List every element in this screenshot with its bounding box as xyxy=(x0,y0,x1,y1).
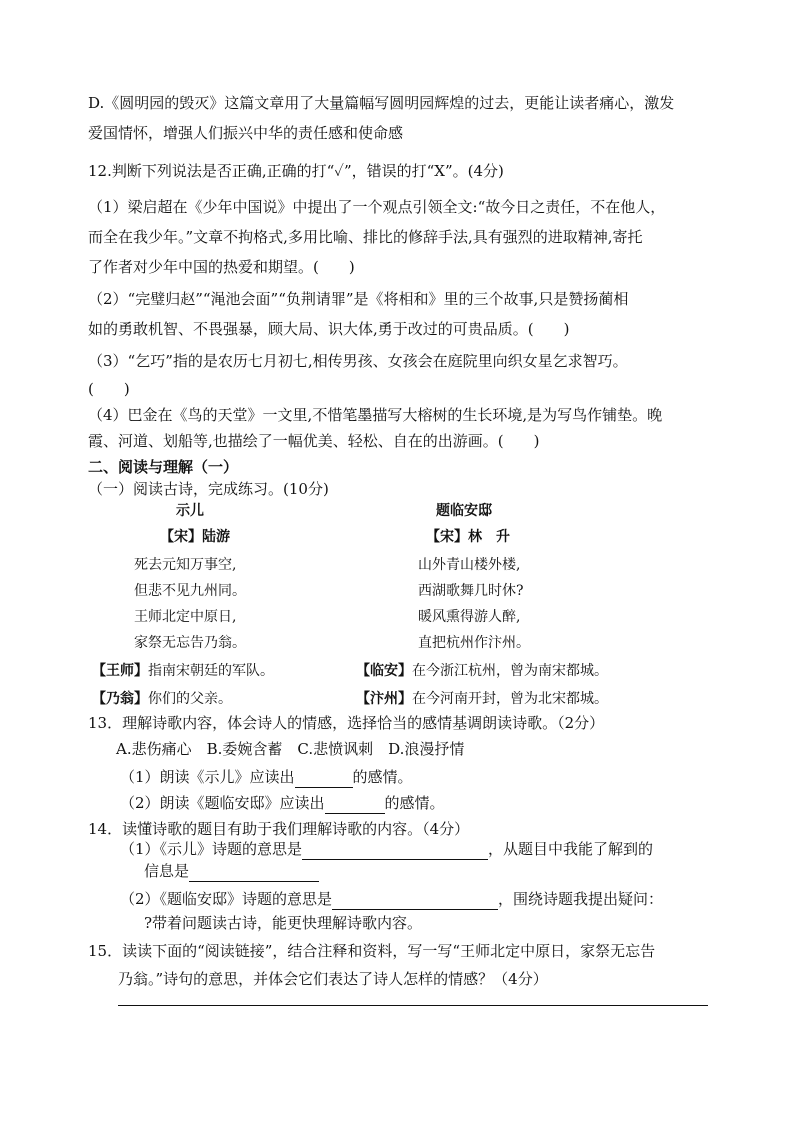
q12-item4-line2: 霞、河道、划船等,也描绘了一幅优美、轻松、自在的出游画。( ) xyxy=(88,432,540,450)
q13-sub1-answer-blank[interactable] xyxy=(295,771,353,788)
note-term: 【临安】 xyxy=(356,663,412,679)
q14-sub1-info-blank[interactable] xyxy=(189,865,319,882)
poem1-line1: 死去元知万事空, xyxy=(134,557,237,573)
q14-sub1-answer-blank[interactable] xyxy=(302,843,488,860)
q15-answer-line[interactable] xyxy=(118,1005,708,1006)
poem1-title: 示儿 xyxy=(176,503,204,519)
q12-title: 12.判断下列说法是否正确,正确的打“✓”，错误的打“X”。(4分) xyxy=(88,162,504,180)
q12-item4-line1: （4）巴金在《鸟的天堂》一文里,不惜笔墨描写大榕树的生长环境,是为写鸟作铺垫。晚 xyxy=(88,406,663,424)
q12-item2-line1: （2）“完璧归赵”“渑池会面”“负荆请罪”是《将相和》里的三个故事,只是赞扬蔺相 xyxy=(88,290,629,308)
q14-sub2 xyxy=(120,888,663,910)
q12-item2-line2: 如的勇敢机智、不畏强暴，顾大局、识大体,勇于改过的可贵品质。( ) xyxy=(88,320,570,338)
q13-sub1-suffix: 的感情。 xyxy=(352,768,413,786)
note-wangshi xyxy=(92,660,274,682)
q14-title: 14．读懂诗歌的题目有助于我们理解诗歌的内容。（4分） xyxy=(88,820,470,838)
q14-sub2-line2: ?带着问题读古诗，能更快理解诗歌内容。 xyxy=(144,914,423,932)
poem1-author: 【宋】陆游 xyxy=(160,529,230,545)
q13-title: 13．理解诗歌内容，体会诗人的情感，选择恰当的感情基调朗读诗歌。（2分） xyxy=(88,714,605,732)
note-term: 【王师】 xyxy=(92,663,148,679)
poem1-line4: 家祭无忘告乃翁。 xyxy=(134,635,246,651)
poem2-title: 题临安邸 xyxy=(436,503,492,519)
q12-item3-line2: ( ) xyxy=(88,380,130,398)
q14-sub1-suffix: ，从题目中我能了解到的 xyxy=(488,840,654,858)
q14-sub1-line2 xyxy=(144,860,319,882)
poem2-line3: 暖风熏得游人醉, xyxy=(418,609,521,625)
poem2-line4: 直把杭州作汴州。 xyxy=(418,635,530,651)
q14-sub1-line2-prefix: 信息是 xyxy=(144,862,190,880)
note-bianzhou xyxy=(356,688,608,710)
q11-option-d-line2: 爱国情怀，增强人们振兴中华的责任感和使命感 xyxy=(88,124,404,142)
section2-heading: 二、阅读与理解（一） xyxy=(88,458,239,476)
note-linan xyxy=(356,660,608,682)
q11-option-d-line1: D.《圆明园的毁灭》这篇文章用了大量篇幅写圆明园辉煌的过去，更能让读者痛心，激发 xyxy=(88,94,675,112)
q12-item1-line3: 了作者对少年中国的热爱和期望。( ) xyxy=(88,258,355,276)
q14-sub1-prefix: （1）《示儿》诗题的意思是 xyxy=(120,840,303,858)
q13-sub2-prefix: （2）朗读《题临安邸》应读出 xyxy=(120,794,325,812)
q14-sub2-answer-blank[interactable] xyxy=(332,893,498,910)
q13-sub1 xyxy=(120,766,413,788)
q13-options: A.悲伤痛心 B.委婉含蓄 C.悲愤讽刺 D.浪漫抒情 xyxy=(116,740,465,758)
note-text: 在今浙江杭州，曾为南宋都城。 xyxy=(412,663,608,679)
section2-subheading: （一）阅读古诗，完成练习。(10分) xyxy=(88,480,329,498)
note-naiweng xyxy=(92,688,232,710)
note-term: 【乃翁】 xyxy=(92,691,148,707)
poem1-line3: 王师北定中原日, xyxy=(134,609,237,625)
q14-sub2-suffix: ，围绕诗题我提出疑问： xyxy=(498,890,664,908)
q12-item3-line1: （3）“乞巧”指的是农历七月初七,相传男孩、女孩会在庭院里向织女星乞求智巧。 xyxy=(88,352,628,370)
q13-sub1-prefix: （1）朗读《示儿》应读出 xyxy=(120,768,295,786)
note-text: 你们的父亲。 xyxy=(148,691,232,707)
q12-item1-line2: 而全在我少年。”文章不拘格式,多用比喻、排比的修辞手法,具有强烈的进取精神,寄托 xyxy=(88,228,643,246)
note-text: 在今河南开封，曾为北宋都城。 xyxy=(412,691,608,707)
poem2-line2: 西湖歌舞几时休? xyxy=(418,583,524,599)
q14-sub2-prefix: （2）《题临安邸》诗题的意思是 xyxy=(120,890,333,908)
q15-line2: 乃翁。”诗句的意思，并体会它们表达了诗人怎样的情感？（4分） xyxy=(118,970,548,988)
q13-sub2-answer-blank[interactable] xyxy=(325,797,385,814)
poem2-author: 【宋】林 升 xyxy=(426,529,510,545)
q15-line1: 15．读读下面的“阅读链接”，结合注释和资料，写一写“王师北定中原日，家祭无忘告 xyxy=(88,942,656,960)
poem1-line2: 但悲不见九州同。 xyxy=(134,583,246,599)
q13-sub2-suffix: 的感情。 xyxy=(384,794,445,812)
q13-sub2 xyxy=(120,792,445,814)
note-text: 指南宋朝廷的军队。 xyxy=(148,663,274,679)
poem2-line1: 山外青山楼外楼, xyxy=(418,557,521,573)
note-term: 【汴州】 xyxy=(356,691,412,707)
q12-item1-line1: （1）梁启超在《少年中国说》中提出了一个观点引领全文:“故今日之责任，不在他人， xyxy=(88,198,666,216)
q14-sub1 xyxy=(120,838,653,860)
